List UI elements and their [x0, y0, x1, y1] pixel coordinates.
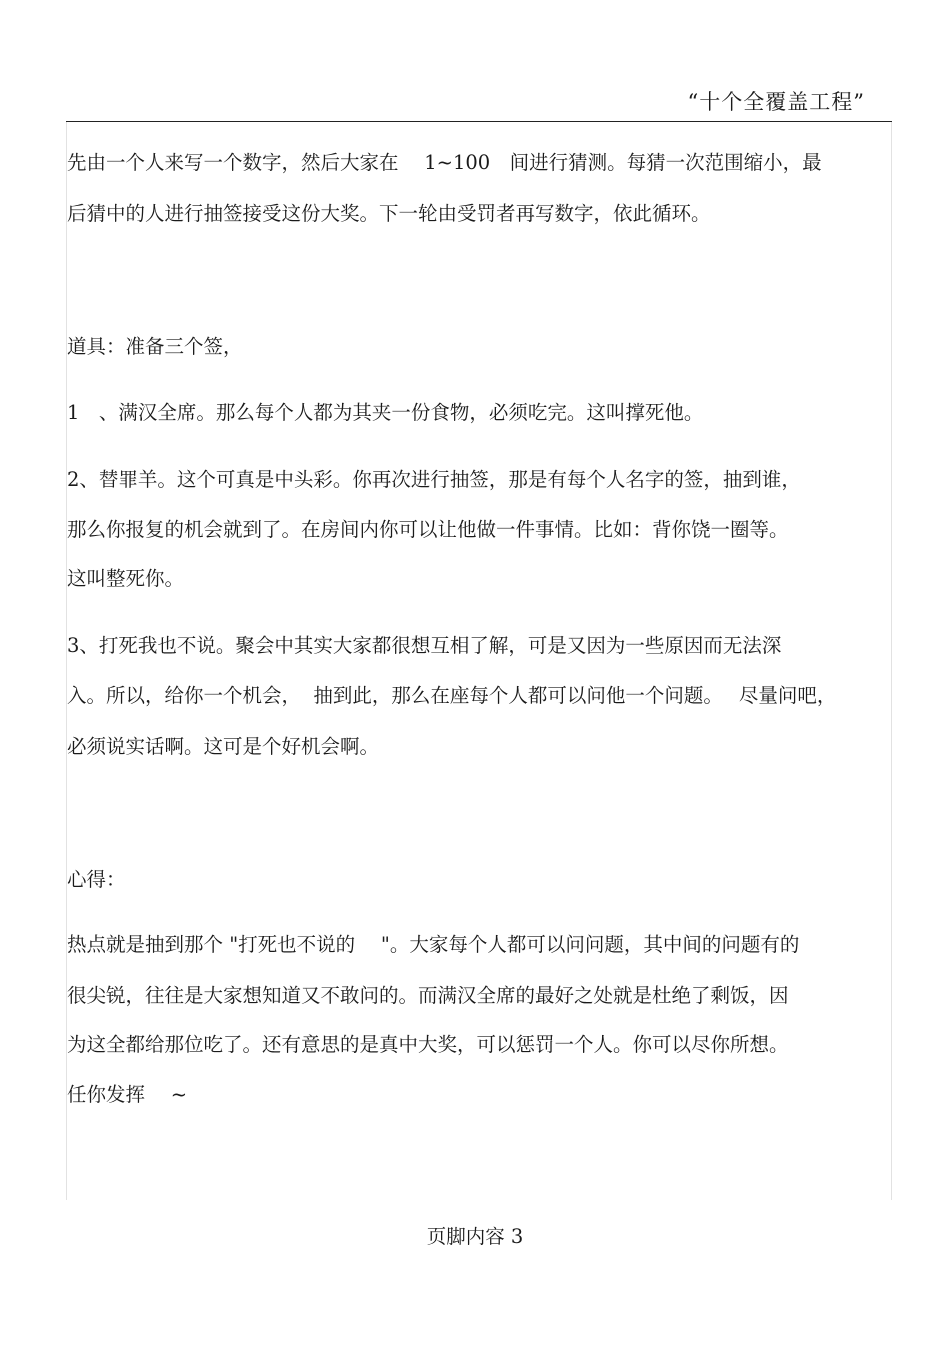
paragraph-line: 热点就是抽到那个 "打死也不说的 "。大家每个人都可以问问题，其中间的问题有的: [67, 933, 800, 956]
list-item: 1 、满汉全席。那么每个人都为其夹一份食物，必须吃完。这叫撑死他。: [67, 401, 704, 424]
paragraph-line: 必须说实话啊。这可是个好机会啊。: [67, 735, 380, 758]
page-footer: 页脚内容 3: [426, 1225, 524, 1248]
paragraph-line: 为这全都给那位吃了。还有意思的是真中大奖，可以惩罚一个人。你可以尽你所想。: [67, 1033, 789, 1056]
header-title: “十个全覆盖工程”: [687, 90, 865, 114]
paragraph-line: 先由一个人来写一个数字，然后大家在 1~100 间进行猜测。每猜一次范围缩小，最: [67, 151, 822, 174]
section-heading-notes: 心得：: [67, 868, 126, 891]
paragraph-line: 那么你报复的机会就到了。在房间内你可以让他做一件事情。比如：背你饶一圈等。: [67, 518, 789, 541]
section-heading-props: 道具：准备三个签，: [67, 335, 243, 358]
paragraph-line: 任你发挥 ~: [67, 1083, 188, 1106]
header-divider: [66, 121, 892, 122]
list-item: 2、替罪羊。这个可真是中头彩。你再次进行抽签，那是有每个人名字的签，抽到谁，: [67, 468, 801, 491]
page-frame-right-border: [891, 122, 892, 1200]
paragraph-line: 这叫整死你。: [67, 567, 185, 590]
list-item: 3、打死我也不说。聚会中其实大家都很想互相了解，可是又因为一些原因而无法深: [67, 634, 782, 657]
paragraph-line: 后猜中的人进行抽签接受这份大奖。下一轮由受罚者再写数字，依此循环。: [67, 202, 711, 225]
paragraph-line: 很尖锐，往往是大家想知道又不敢问的。而满汉全席的最好之处就是杜绝了剩饭，因: [67, 984, 789, 1007]
paragraph-line: 入。所以，给你一个机会， 抽到此，那么在座每个人都可以问他一个问题。 尽量问吧，: [67, 684, 837, 707]
